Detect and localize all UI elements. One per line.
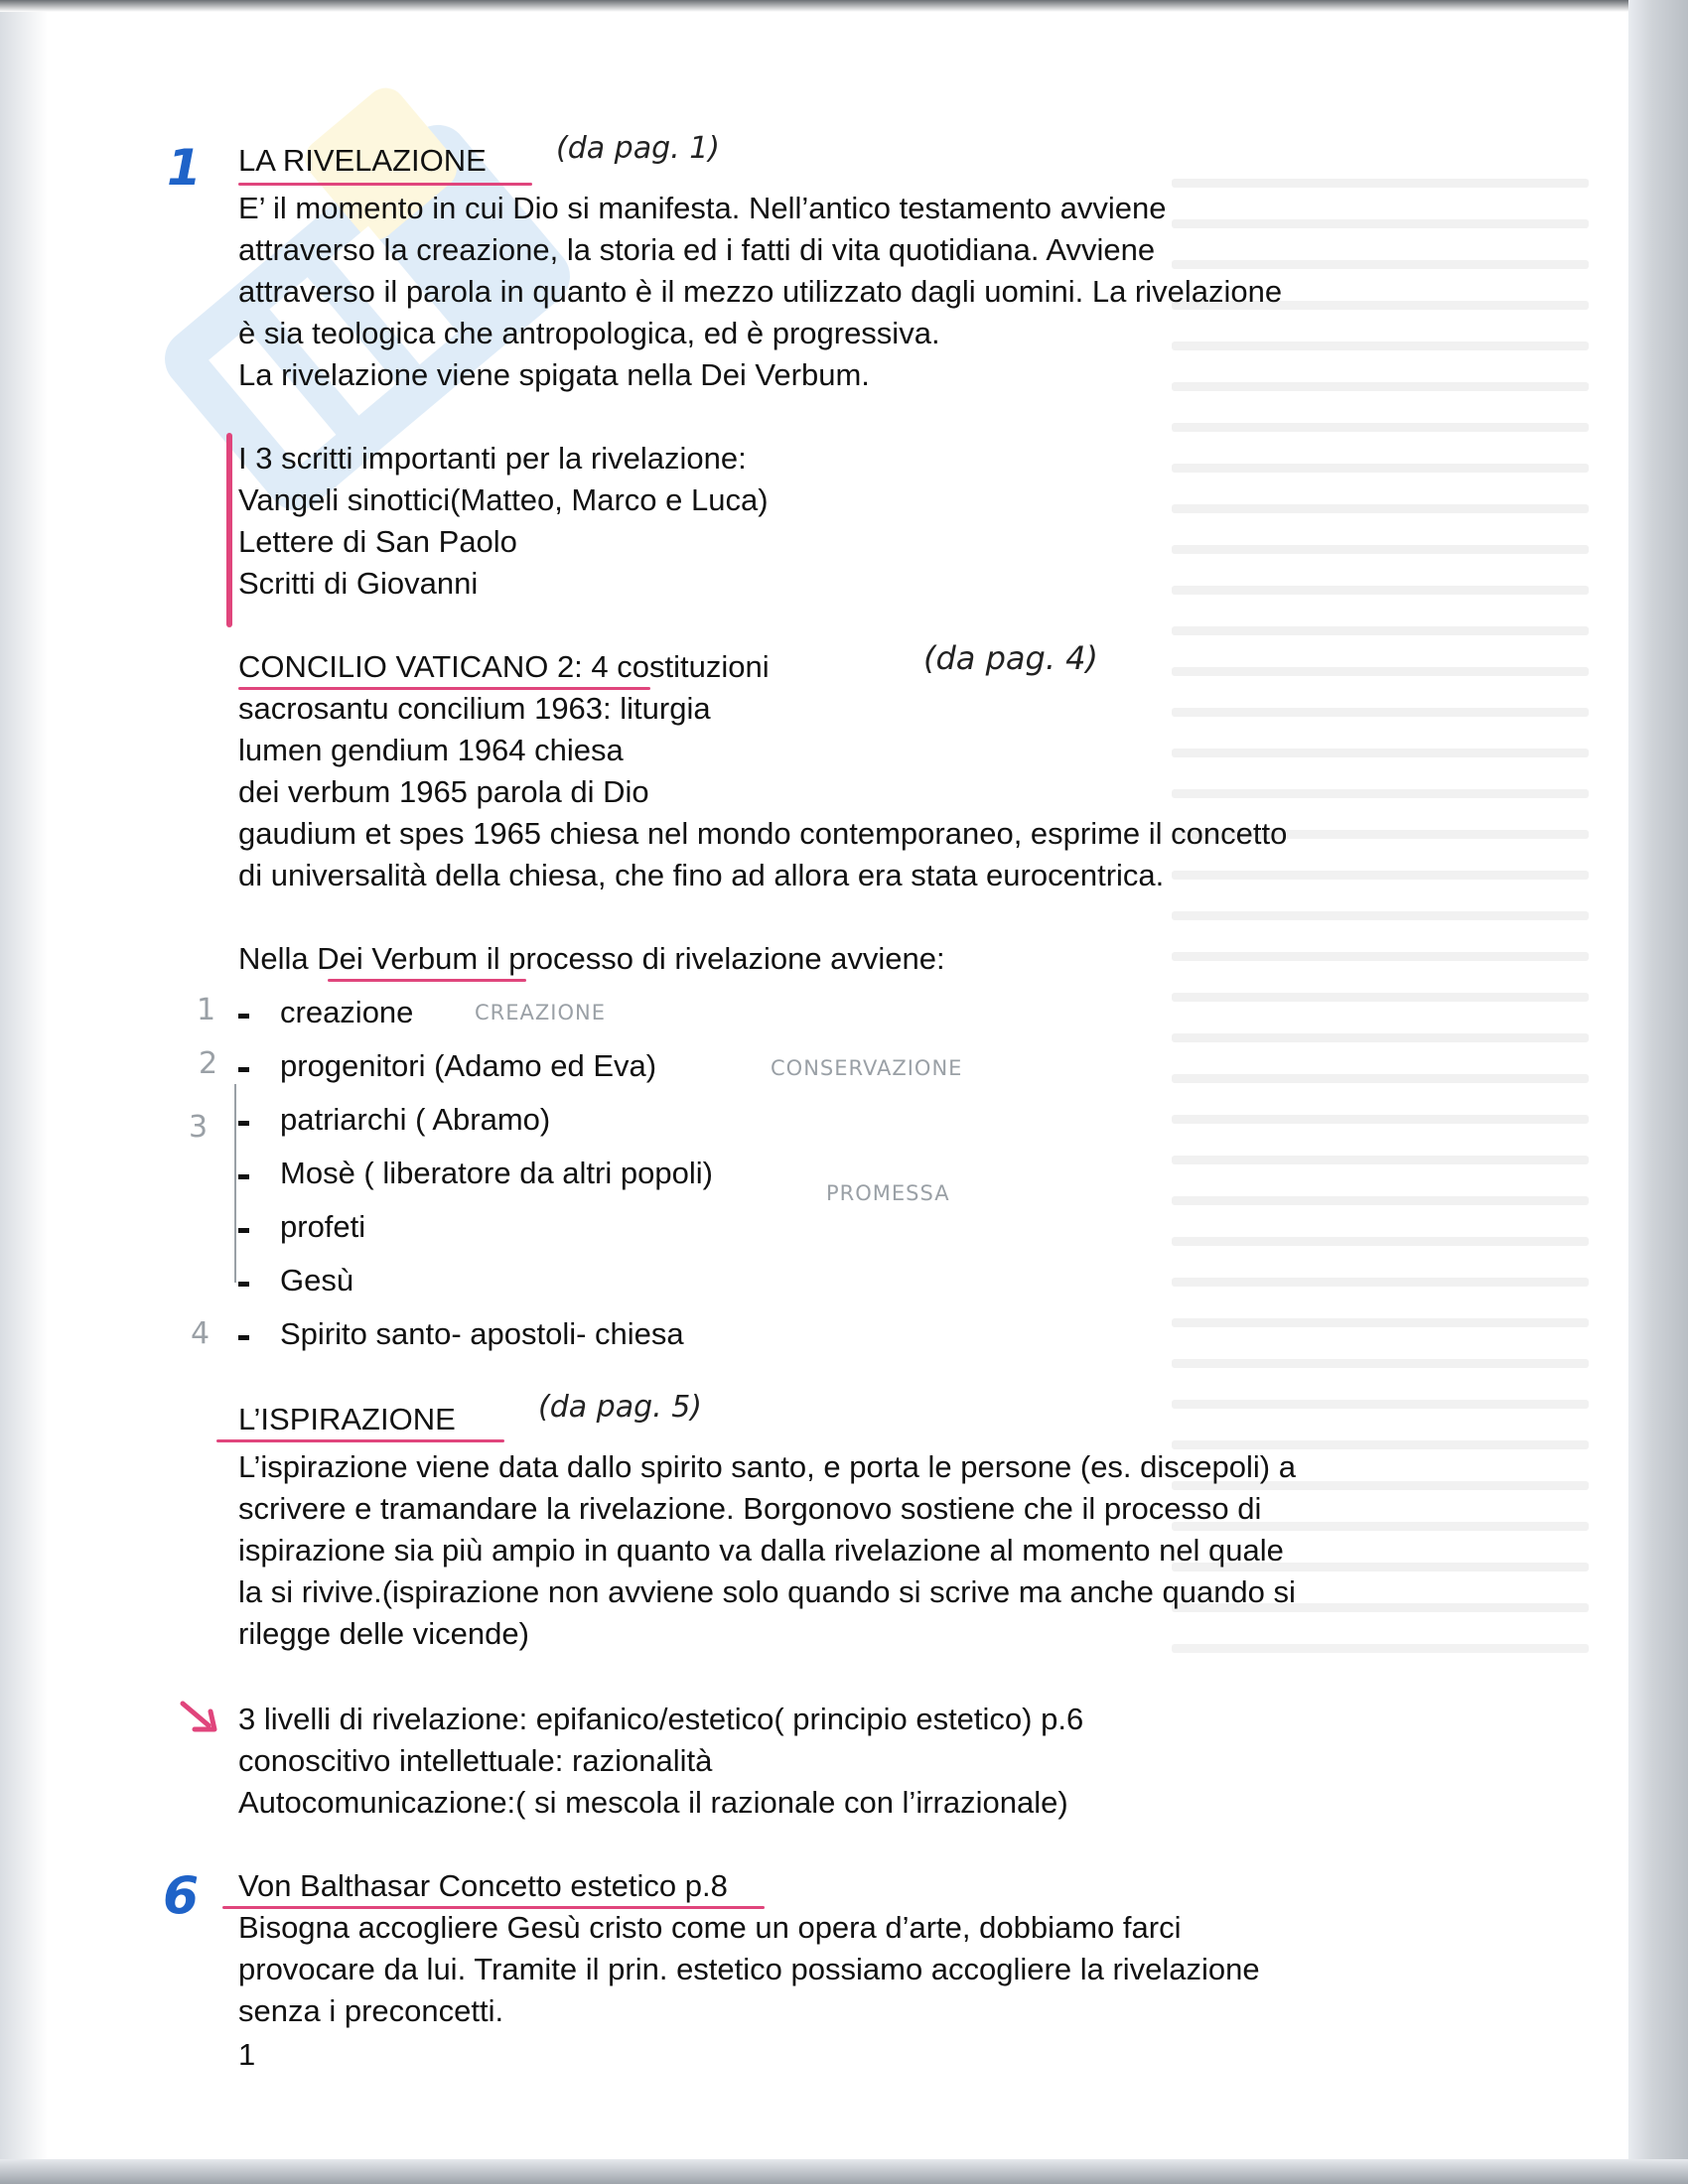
dei-verbum-underlined: Dei Verbum: [317, 941, 479, 976]
scan-edge-left: [0, 0, 48, 2184]
highlight-bar: [226, 433, 232, 627]
bullet: [238, 1121, 249, 1126]
dei-verbum-underline: [328, 979, 526, 982]
livelli-line-1: 3 livelli di rivelazione: epifanico/estetico( principio estetico) p.6: [238, 1702, 1084, 1736]
pink-arrow-icon: [179, 1700, 220, 1739]
balthasar-line-3: senza i preconcetti.: [238, 1993, 504, 2028]
bullet: [238, 1174, 249, 1179]
margin-number-1: 1: [167, 139, 202, 197]
scan-edge-top: [0, 0, 1688, 12]
dei-verbum-item-6: Gesù: [280, 1263, 354, 1297]
scan-edge-right: [1628, 0, 1688, 2184]
rivelazione-line-5: La rivelazione viene spigata nella Dei Verbum.: [238, 357, 870, 392]
page-number: 1: [238, 2037, 256, 2072]
ispirazione-line-4: la si rivive.(ispirazione non avviene solo quando si scrive ma anche quando si: [238, 1574, 1296, 1609]
page-reference-4: (da pag. 4): [923, 639, 1098, 677]
rivelazione-line-3: attraverso il parola in quanto è il mezzo utilizzato dagli uomini. La rivelazione: [238, 274, 1283, 309]
concilio-title-rest: 4 costituzioni: [582, 649, 770, 684]
dei-verbum-item-5: profeti: [280, 1209, 366, 1244]
title-underline: [216, 1439, 504, 1442]
intro-text: il processo di rivelazione avviene:: [478, 941, 945, 976]
bullet: [238, 1335, 249, 1340]
balthasar-title-underlined: Von Balthasar Concetto estetico: [238, 1868, 677, 1903]
concilio-line-5: di universalità della chiesa, che fino ad allora era stata eurocentrica.: [238, 858, 1165, 892]
balthasar-line-1: Bisogna accogliere Gesù cristo come un opera d’arte, dobbiamo farci: [238, 1910, 1182, 1945]
page-reference-5: (da pag. 5): [538, 1390, 702, 1425]
title-underline: [222, 1906, 765, 1909]
concilio-line-1: sacrosantu concilium 1963: liturgia: [238, 691, 711, 726]
writings-item-2: Lettere di San Paolo: [238, 524, 517, 559]
ispirazione-line-3: ispirazione sia più ampio in quanto va dalla rivelazione al momento nel quale: [238, 1533, 1284, 1568]
bullet: [238, 1067, 249, 1072]
concilio-title: [238, 649, 770, 685]
rivelazione-line-2: attraverso la creazione, la storia ed i fatti di vita quotidiana. Avviene: [238, 232, 1156, 267]
concilio-line-3: dei verbum 1965 parola di Dio: [238, 774, 649, 809]
pencil-margin-number-2: 2: [199, 1046, 219, 1081]
title-underline: [238, 183, 532, 186]
rivelazione-line-1: E’ il momento in cui Dio si manifesta. Nell’antico testamento avviene: [238, 191, 1167, 225]
scan-edge-bottom: [0, 2159, 1688, 2184]
dei-verbum-item-4: Mosè ( liberatore da altri popoli): [280, 1156, 713, 1190]
writings-item-1: Vangeli sinottici(Matteo, Marco e Luca): [238, 482, 769, 517]
pencil-margin-number-3: 3: [189, 1110, 210, 1145]
concilio-line-2: lumen gendium 1964 chiesa: [238, 733, 624, 767]
dei-verbum-item-2: progenitori (Adamo ed Eva): [280, 1048, 657, 1083]
concilio-title-underlined: CONCILIO VATICANO 2:: [238, 649, 583, 684]
writings-item-3: Scritti di Giovanni: [238, 566, 479, 601]
dei-verbum-item-3: patriarchi ( Abramo): [280, 1102, 551, 1137]
pencil-bracket-line: [234, 1084, 236, 1283]
pencil-note-promessa: PROMESSA: [826, 1181, 950, 1205]
ispirazione-line-5: rilegge delle vicende): [238, 1616, 529, 1651]
pencil-margin-number-1: 1: [197, 993, 217, 1027]
dei-verbum-item-1: creazione: [280, 995, 414, 1029]
margin-number-6: 6: [163, 1866, 200, 1926]
ispirazione-line-2: scrivere e tramandare la rivelazione. Borgonovo sostiene che il processo di: [238, 1491, 1262, 1526]
dei-verbum-intro: [238, 941, 945, 977]
rivelazione-line-4: è sia teologica che antropologica, ed è progressiva.: [238, 316, 940, 350]
ispirazione-line-1: L’ispirazione viene data dallo spirito santo, e porta le persone (es. discepoli) a: [238, 1449, 1296, 1484]
intro-text: Nella: [238, 941, 318, 976]
section-title-rivelazione: LA RIVELAZIONE: [238, 143, 487, 178]
bullet: [238, 1228, 249, 1233]
dei-verbum-item-7: Spirito santo- apostoli- chiesa: [280, 1316, 684, 1351]
section-title-ispirazione: L’ISPIRAZIONE: [238, 1402, 456, 1436]
pencil-note-creazione: CREAZIONE: [475, 1001, 606, 1024]
bullet: [238, 1014, 249, 1019]
livelli-line-3: Autocomunicazione:( si mescola il razionale con l’irrazionale): [238, 1785, 1068, 1820]
balthasar-title-rest: p.8: [676, 1868, 728, 1903]
title-underline: [238, 687, 650, 690]
balthasar-title: [238, 1868, 728, 1904]
balthasar-line-2: provocare da lui. Tramite il prin. estetico possiamo accogliere la rivelazione: [238, 1952, 1260, 1986]
pencil-note-conservazione: CONSERVAZIONE: [771, 1056, 963, 1080]
concilio-line-4: gaudium et spes 1965 chiesa nel mondo contemporaneo, esprime il concetto: [238, 816, 1288, 851]
livelli-line-2: conoscitivo intellettuale: razionalità: [238, 1743, 713, 1778]
pencil-margin-number-4: 4: [191, 1316, 211, 1351]
page-reference-1: (da pag. 1): [556, 131, 720, 166]
writings-heading: I 3 scritti importanti per la rivelazione:: [238, 441, 747, 476]
bullet: [238, 1282, 249, 1287]
